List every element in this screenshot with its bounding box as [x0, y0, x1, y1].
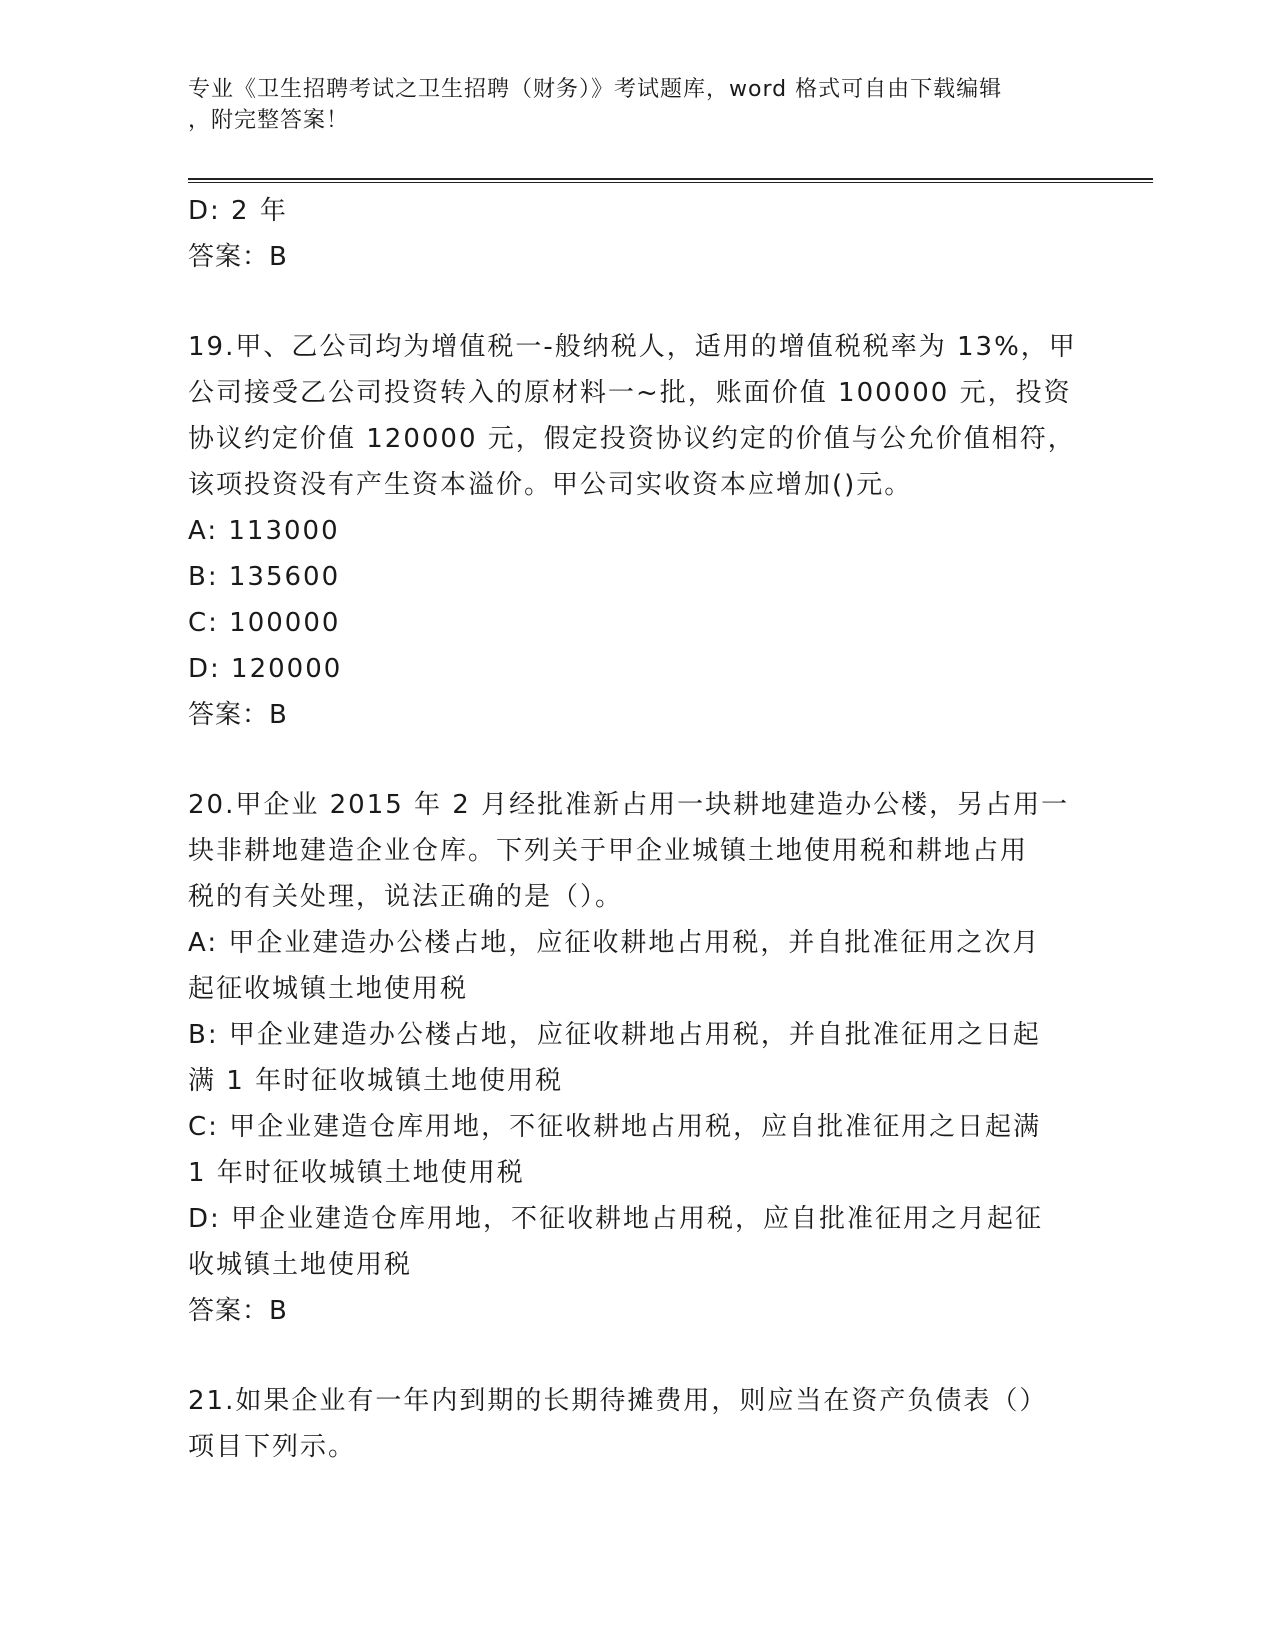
question-text-line: 项目下列示。: [188, 1432, 357, 1462]
question-21: [188, 1378, 1088, 1470]
question-text-line: 19.甲、乙公司均为增值税一-般纳税人，适用的增值税税率为 13%，甲: [188, 332, 1077, 362]
option-b: B: 甲企业建造办公楼占地，应征收耕地占用税，并自批准征用之日起: [188, 1020, 1041, 1050]
question-19: [188, 324, 1088, 738]
option-d-continued: 收城镇土地使用税: [188, 1250, 413, 1280]
option-a-continued: 起征收城镇土地使用税: [188, 974, 469, 1004]
header-divider: [188, 178, 1153, 183]
option-a: A: 甲企业建造办公楼占地，应征收耕地占用税，并自批准征用之次月: [188, 928, 1041, 958]
question-text-line: 税的有关处理，说法正确的是（）。: [188, 882, 624, 912]
answer: 答案：B: [188, 1296, 288, 1326]
question-content: [188, 188, 1088, 1470]
option-c-continued: 1 年时征收城镇土地使用税: [188, 1158, 525, 1188]
answer: 答案：B: [188, 242, 288, 272]
option-d: D: 甲企业建造仓库用地，不征收耕地占用税，应自批准征用之月起征: [188, 1204, 1044, 1234]
header-line-2: ，附完整答案！: [188, 108, 350, 133]
option-b-continued: 满 1 年时征收城镇土地使用税: [188, 1066, 564, 1096]
option-c: C: 甲企业建造仓库用地，不征收耕地占用税，应自批准征用之日起满: [188, 1112, 1042, 1142]
option-c: C: 100000: [188, 608, 341, 638]
question-text-line: 协议约定价值 120000 元，假定投资协议约定的价值与公允价值相符，: [188, 424, 1076, 454]
question-text-line: 块非耕地建造企业仓库。下列关于甲企业城镇土地使用税和耕地占用: [188, 836, 1029, 866]
question-text-line: 21.如果企业有一年内到期的长期待摊费用，则应当在资产负债表（）: [188, 1386, 1048, 1416]
answer: 答案：B: [188, 700, 288, 730]
option-b: B: 135600: [188, 562, 341, 592]
question-text-line: 20.甲企业 2015 年 2 月经批准新占用一块耕地建造办公楼，另占用一: [188, 790, 1070, 820]
option-a: A: 113000: [188, 516, 340, 546]
header-line-1: 专业《卫生招聘考试之卫生招聘（财务）》考试题库，word 格式可自由下载编辑: [188, 77, 1003, 102]
question-text-line: 该项投资没有产生资本溢价。甲公司实收资本应增加()元。: [188, 470, 913, 500]
question-text-line: 公司接受乙公司投资转入的原材料一~批，账面价值 100000 元，投资: [188, 378, 1072, 408]
option-d: D: 2 年: [188, 196, 288, 226]
document-header: [188, 74, 1088, 136]
option-d: D: 120000: [188, 654, 343, 684]
question-20: [188, 782, 1088, 1334]
